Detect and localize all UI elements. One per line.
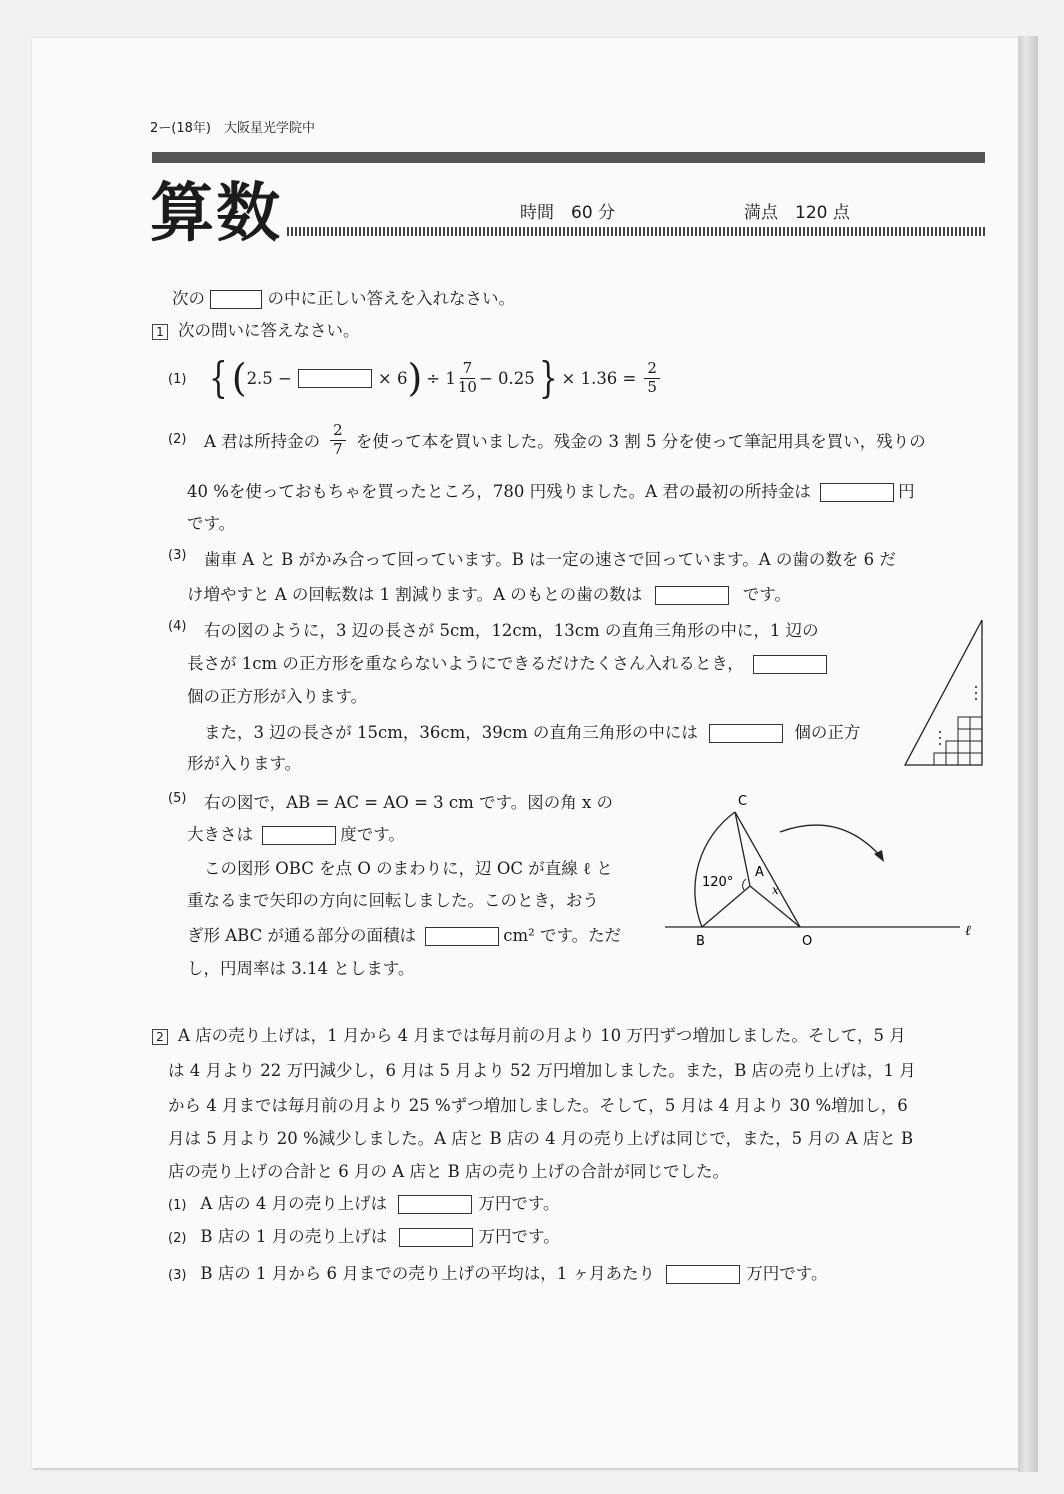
frac-num: 2 [644,360,660,378]
label-angle: 120° [702,875,734,890]
q1-3-line-2 [187,581,791,605]
answer-box-1-5b[interactable] [425,927,499,946]
label-l: ℓ [965,923,971,939]
q1-4-line-1: 右の図のように，3 辺の長さが 5cm，12cm，13cm の直角三角形の中に，1 辺の [204,621,819,640]
label-x: x [772,883,779,897]
instruction [172,285,515,309]
q1-5-line-6: し，円周率は 3.14 とします。 [187,959,415,978]
q1-2-text-b: を使って本を買いました。残金の 3 割 5 分を使って筆記用具を買い，残りの [355,432,926,451]
q1-4-number: (4) [168,619,187,634]
sector-figure [660,790,990,950]
section-2-line-5: 店の売り上げの合計と 6 月の A 店と B 店の売り上げの合計が同じでした。 [168,1162,730,1181]
frac-den: 5 [647,377,657,396]
q1-4-text-d: また，3 辺の長さが 15cm，36cm，39cm の直角三角形の中には [204,723,698,742]
q1-5-unit: cm² [503,926,535,945]
frac-num: 7 [460,360,476,378]
eq-part-1: 2.5 − [246,368,292,388]
q1-5-line-2 [187,821,405,845]
paper-edge-shadow [1018,36,1038,1472]
label-b: B [696,934,705,949]
q1-4-line-3: 個の正方形が入ります。 [187,687,368,706]
answer-box-1-5a[interactable] [262,826,336,845]
q1-2-line-3: です。 [187,514,236,533]
label-a: A [755,865,764,880]
q2-1-post: 万円です。 [478,1194,560,1213]
q1-2-number: (2) [168,432,187,447]
fraction-2-5 [644,360,660,396]
arc-bc [695,812,735,927]
q2-3-text: B 店の 1 月から 6 月までの売り上げの平均は，1 ヶ月あたり [200,1264,656,1283]
eq-part-5: × 1.36 = [561,368,637,388]
q1-4-line-2 [187,650,827,674]
answer-box-2-1[interactable] [398,1195,472,1214]
paren-right: ) [407,356,423,400]
section-1-text: 次の問いに答えなさい。 [178,321,360,340]
eq-part-2: × 6 [377,368,408,388]
q2-2-post: 万円です。 [478,1227,560,1246]
q1-2-text-c: 40 %を使っておもちゃを買ったところ，780 円残りました。A 君の最初の所持金は [187,482,811,501]
frac-den: 10 [457,377,477,396]
section-2-number: 2 [152,1029,168,1045]
instruction-post: の中に正しい答えを入れなさい。 [267,289,515,308]
q1-4-text-post: 個の正方 [794,723,861,742]
section-2-line-4: 月は 5 月より 20 %減少しました。A 店と B 店の 4 月の売り上げは同じで，また，5 月の A 店と B [168,1129,914,1148]
full-score: 満点 120 点 [744,203,850,223]
q1-2-line-2 [187,478,915,502]
instruction-pre: 次の [172,289,205,308]
q2-1-number: (1) [168,1198,187,1213]
answer-box-2-3[interactable] [666,1265,740,1284]
segment-ac [735,812,750,886]
segment-ab [702,886,750,927]
q1-5-line-4: 重なるまで矢印の方向に回転しました。このとき，おう [187,891,599,910]
q1-4-line-4 [204,719,860,743]
page-title: 算数 [150,177,282,251]
rotation-arrow [780,825,882,858]
q1-2-line-1 [204,416,926,464]
q1-5-line-1: 右の図で，AB = AC = AO = 3 cm です。図の角 x の [204,793,613,812]
frac-den: 7 [333,439,343,458]
angle-mark [743,879,746,890]
q1-5-text-e: ぎ形 ABC が通る部分の面積は [187,926,416,945]
q1-5-line-3: この図形 OBC を点 O のまわりに，辺 OC が直線 ℓ と [204,859,613,878]
answer-box-1-4b[interactable] [709,724,783,743]
q1-5-number: (5) [168,791,187,806]
q1-5-text-b: 大きさは [187,825,253,844]
eq-part-3: ÷ 1 [426,368,456,388]
section-1-number: 1 [152,324,168,340]
q2-3-number: (3) [168,1268,187,1283]
q1-3-number: (3) [168,548,187,563]
q1-4-text-b: 長さが 1cm の正方形を重ならないようにできるだけたくさん入れるとき， [187,654,744,673]
unit-squares [934,717,982,765]
q1-5-text-b-post: 度です。 [340,825,405,844]
q1-5-line-5 [187,922,621,946]
time-limit: 時間 60 分 [520,203,616,223]
paren-left: ( [231,356,247,400]
label-c: C [738,794,748,809]
section-2-text-1: A 店の売り上げは，1 月から 4 月までは毎月前の月より 10 万円ずつ増加しました。そして，5 月 [178,1026,906,1045]
answer-box-1-1[interactable] [298,369,372,388]
answer-box-1-3[interactable] [655,586,729,605]
q2-3 [168,1260,827,1284]
q1-3-line-1: 歯車 A と B がかみ合って回っています。B は一定の速さで回っています。A の歯の数を 6 だ [204,550,896,569]
label-o: O [802,934,813,949]
frac-num: 2 [330,422,346,440]
answer-box-sample [210,290,262,309]
q1-1-number: (1) [168,372,187,387]
exam-code: 2ー(18年) 大阪星光学院中 [150,121,315,136]
section-2-line-1 [152,1022,906,1046]
eq-part-4: − 0.25 [478,368,535,388]
q2-2 [168,1223,560,1247]
q1-3-text-b: け増やすと A の回転数は 1 割減ります。A のもとの歯の数は [187,585,643,604]
section-2-line-3: から 4 月までは毎月前の月より 25 %ずつ増加しました。そして，5 月は 4 月より 30 %増加し，6 [168,1096,908,1115]
title-rule [287,227,985,236]
answer-box-1-4a[interactable] [753,655,827,674]
q2-2-number: (2) [168,1231,187,1246]
section-1-heading [152,317,360,341]
section-2-line-2: は 4 月より 22 万円減少し，6 月は 5 月より 52 万円増加しました。また，B 店の売り上げは，1 月 [168,1061,916,1080]
q1-5-text-e-post: です。ただ [539,926,622,945]
answer-box-2-2[interactable] [399,1228,473,1247]
fraction-2-7 [330,422,346,458]
q1-2-unit: 円 [898,482,915,501]
q1-2-text-a: A 君は所持金の [204,432,321,451]
q1-4-line-5: 形が入ります。 [187,754,302,773]
q2-1 [168,1190,560,1214]
q2-1-text: A 店の 4 月の売り上げは [200,1194,388,1213]
brace-left: { [209,353,228,402]
answer-box-1-2[interactable] [820,483,894,502]
q2-3-post: 万円です。 [746,1264,828,1283]
fraction-7-10 [458,360,477,396]
brace-right: } [538,353,558,402]
triangle-figure [900,615,990,770]
q1-1-equation [205,352,662,404]
q1-3-text-post: です。 [742,585,791,604]
q2-2-text: B 店の 1 月の売り上げは [200,1227,388,1246]
